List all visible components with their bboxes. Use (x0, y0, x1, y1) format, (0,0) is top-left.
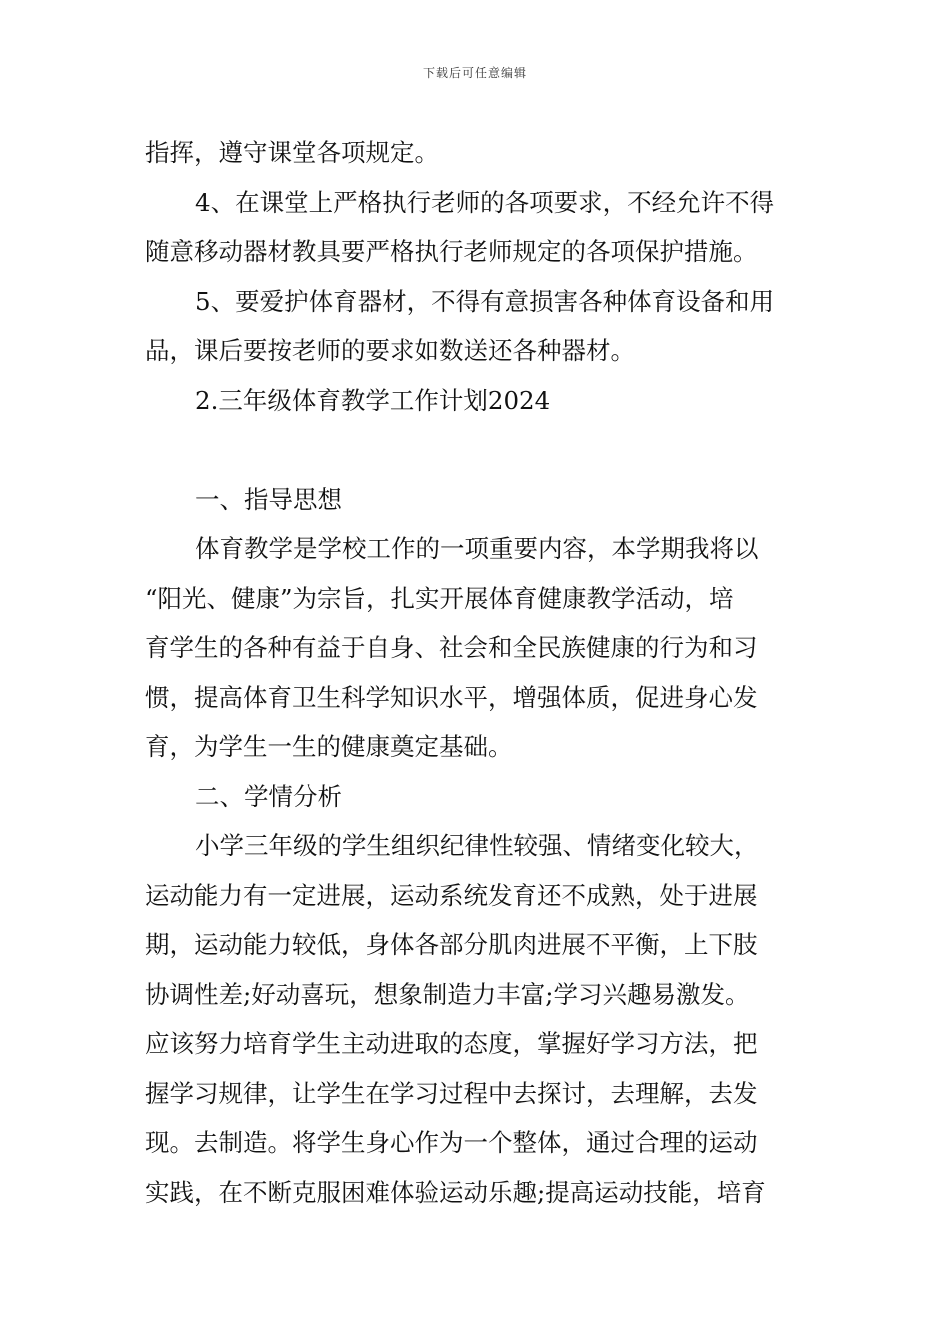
paragraph-line: 小学三年级的学生组织纪律性较强、情绪变化较大， (195, 831, 759, 860)
paragraph-line: 育学生的各种有益于自身、社会和全民族健康的行为和习 (145, 633, 758, 662)
paragraph-line: 运动能力有一定进展，运动系统发育还不成熟，处于进展 (145, 880, 758, 910)
heading-guiding-ideology: 一、指导思想 (195, 484, 342, 514)
rule-item-4-line: 4、在课堂上严格执行老师的各项要求，不经允许不得 (195, 187, 775, 217)
blank-line (145, 425, 805, 475)
paragraph-line: 协调性差;好动喜玩，想象制造力丰富;学习兴趣易激发。 (145, 979, 750, 1009)
paragraph-line: 实践，在不断克服困难体验运动乐趣;提高运动技能，培育 (145, 1177, 766, 1207)
paragraph-line: 握学习规律，让学生在学习过程中去探讨，去理解，去发 (145, 1078, 758, 1108)
section-title: 2.三年级体育教学工作计划2024 (195, 385, 551, 415)
paragraph-line: 期，运动能力较低，身体各部分肌肉进展不平衡，上下肢 (145, 930, 758, 959)
text-line: 指挥，遵守课堂各项规定。 (145, 138, 439, 167)
heading-student-analysis: 二、学情分析 (195, 781, 342, 811)
paragraph-line: 现。去制造。将学生身心作为一个整体，通过合理的运动 (145, 1128, 758, 1157)
text-line: 随意移动器材教具要严格执行老师规定的各项保护措施。 (145, 237, 758, 266)
rule-item-5-line: 5、要爱护体育器材，不得有意损害各种体育设备和用 (195, 286, 775, 316)
paragraph-line: 惯，提高体育卫生科学知识水平，增强体质，促进身心发 (145, 682, 758, 712)
paragraph-line: 应该努力培育学生主动进取的态度，掌握好学习方法，把 (145, 1029, 758, 1058)
paragraph-line: 育，为学生一生的健康奠定基础。 (145, 732, 513, 761)
paragraph-line: “阳光、健康”为宗旨，扎实开展体育健康教学活动，培 (145, 583, 734, 613)
download-note: 下载后可任意编辑 (422, 66, 527, 80)
paragraph-line: 体育教学是学校工作的一项重要内容，本学期我将以 (195, 534, 759, 563)
text-line: 品，课后要按老师的要求如数送还各种器材。 (145, 336, 635, 365)
document-body (145, 128, 805, 1217)
